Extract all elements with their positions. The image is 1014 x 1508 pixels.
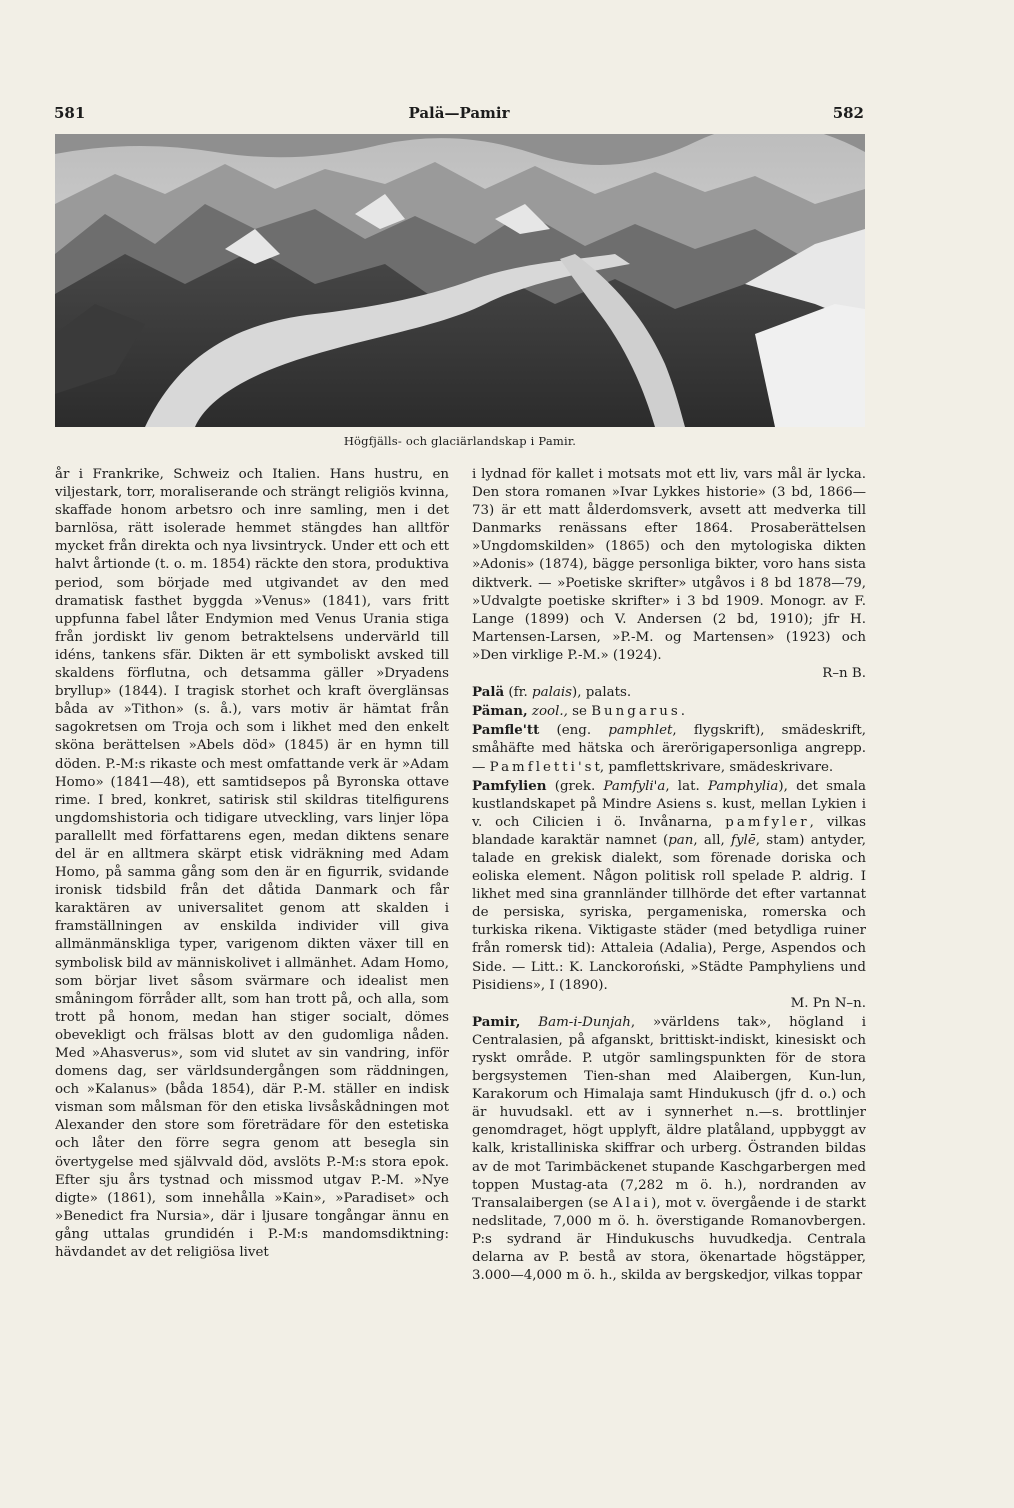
entry-pamfylien: Pamfylien (grek. Pamfyli'a, lat. Pamphylia), det smala kustlandskapet på Mindre Asiens s. kust, mellan Lykien i v. och Cilicien i ö. Invånarna, pamfyler, vilkas blandade karaktär namnet (pan, all, fylē, stam) antyder, talade en grekisk dialekt, som förenade doriska och eoliska element. Någon politisk roll spelade P. aldrig. I likhet med sina grannländer tillhörde det efter vartannat de persiska, syriska, pergameniska, romerska och turkiska rikena. Viktigaste städer (med betydliga ruiner från romersk tid): Attaleia (Adalia), Perge, Aspendos och Side. — Litt.: K. Lanckoroński, »Städte Pamphyliens und Pisidiens», I (1890). M. Pn N–n. [472, 777, 866, 1013]
running-title: Palä—Pamir [408, 104, 510, 122]
text-column-right [472, 466, 866, 1486]
photo-caption: Högfjälls- och glaciärlandskap i Pamir. [343, 434, 577, 448]
entry-headword: Palä [472, 684, 505, 701]
entry-pamflett: Pamfle'tt (eng. pamphlet, flygskrift), smädeskrift, småhäfte med hätska och ärerörigapersonliga angrepp. — Pamfletti'st, pamflettskrivare, smädeskrivare. [472, 722, 866, 775]
entry-pamir: Pamir, Bam-i-Dunjah, »världens tak», högland i Centralasien, på afganskt, brittiskt-indiskt, kinesiskt och ryskt område. P. utgör samlingspunkten för de stora bergsystemen Tien-shan med Alaibergen, Kun-lun, Karakorum och Himalaja samt Hindukusch (jfr d. o.) och är huvudsakl. ett av i synnerhet n.—s. brottlinjer genomdraget, högt upplyft, äldre platåland, uppbyggt av kalk, kristalliniska skiffrar och urberg. Östranden bildas av de mot Tarimbäckenet stupande Kaschgarbergen med toppen Mustag-ata (7,282 m ö. h.), nordranden av Transalaibergen (se Alai), mot v. övergående i de starkt nedslitade, 7,000 m ö. h. överstigande Romanovbergen. P:s sydrand är Hindukuschs huvudkedja. Centrala delarna av P. bestå av stora, ökenartade högstäpper, 3.000—4,000 m ö. h., skilda av bergskedjor, vilkas toppar [472, 1013, 866, 1284]
entry-headword: Pamir, [472, 1013, 521, 1030]
mountain-glacier-photo [55, 134, 865, 427]
running-header [54, 104, 864, 126]
entry-paman: Päman, zool., se Bungarus. [472, 703, 685, 720]
entry-headword: Pamfylien [472, 777, 547, 794]
entry-headword: Päman, [472, 703, 528, 720]
entry-pala: Palä (fr. palais), palats. [472, 684, 632, 701]
author-signature: M. Pn N–n. [790, 995, 866, 1011]
cross-reference: Bungarus [591, 704, 681, 720]
article-continuation: år i Frankrike, Schweiz och Italien. Hans hustru, en viljestark, torr, moraliserande och strängt religiös kvinna, skaffade honom arbetsro och inre samling, men i det barnlösa, rätt isolerade hemmet stängdes han alltför mycket från direkta och nya livsintryck. Under ett och ett halvt årtionde (t. o. m. 1854) räckte den stora, produktiva period, som började med utgivandet av den med dramatisk fasthet byggda »Venus» (1841), vars fritt uppfunna fabel låter Endymion med Venus Urania stiga från jordiskt liv genom betraktelsens undervärld till idéns, tankens sfär. Dikten är ett symboliskt avsked till skaldens förflutna, och detsamma gäller »Dryadens bryllup» (1844). I tragisk storhet och kraft överglänsas båda av »Tithon» (s. å.), vars motiv är hämtat från sagokretsen om Troja och som i likhet med den enkelt sköna berättelsen »Abels död» (1845) är en hymn till döden. P.-M:s rikaste och mest omfattande verk är »Adam Homo» (1841—48), ett samtidsepos på Byronska ottave rime. I bred, konkret, satirisk stil skildras titelfigurens ungdomshistoria och tidigare utveckling, vars linjer löpa parallellt med författarens egen, medan diktens senare del är en alltmera skärpt etisk vidräkning med Adam Homo, på samma gång som den är en figurrik, svidande ironisk tidsbild från det dåtida Danmark och får karaktären av universalitet genom att skalden i framställningen av enskilda individer vill giva allmänmänskliga typer, varigenom dikten växer till en symbolisk bild av människolivet i allmänhet. Adam Homo, som börjar livet såsom svärmare och idealist men småningom förråder allt, som han trott på, och alla, som trott på honom, medan han stiger socialt, dömes obevekligt och frälsas blott av den gudomliga nåden. Med »Ahasverus», som vid slutet av sin vandring, inför domens dag, ser världsundergången som räddningen, och »Kalanus» (båda 1854), där P.-M. ställer en indisk visman som målsman för den etiska livsåskådningen mot Alexander den store som företrädare för den estetiska och låter den förre segra genom att besegla sin övertygelse med självvald död, avslöts P.-M:s stora epok. Efter sju års tystnad och missmod utgav P.-M. »Nye digte» (1861), som innehålla »Kain», »Paradiset» och »Benedict fra Nursia», där i ljusare tongångar ännu en gång uttalas grundidén i P.-M:s mandomsdiktning: hävdandet av det religiösa livet [55, 467, 449, 1261]
text-column-left [55, 466, 449, 1486]
entry-headword: Pamfle'tt [472, 722, 540, 739]
page-number-left: 581 [54, 104, 86, 122]
article-continuation-end: i lydnad för kallet i motsats mot ett liv, vars mål är lycka. Den stora romanen »Ivar Lykkes historie» (3 bd, 1866—73) är ett matt ålderdomsverk, avsett att medverka till Danmarks renässans efter 1864. Prosaberättelsen »Ungdomskilden» (1865) och den mytologiska dikten »Adonis» (1874), bägge personliga bikter, voro hans sista diktverk. — »Poetiske skrifter» utgåvos i 8 bd 1878—79, »Udvalgte poetiske skrifter» i 3 bd 1909. Monogr. av F. Lange (1899) och V. Andersen (2 bd, 1910); jfr H. Martensen-Larsen, »P.-M. og Martensen» (1923) och »Den virklige P.-M.» (1924). R–n B. [472, 466, 866, 683]
author-signature: R–n B. [822, 666, 866, 682]
page-number-right: 582 [832, 104, 864, 122]
